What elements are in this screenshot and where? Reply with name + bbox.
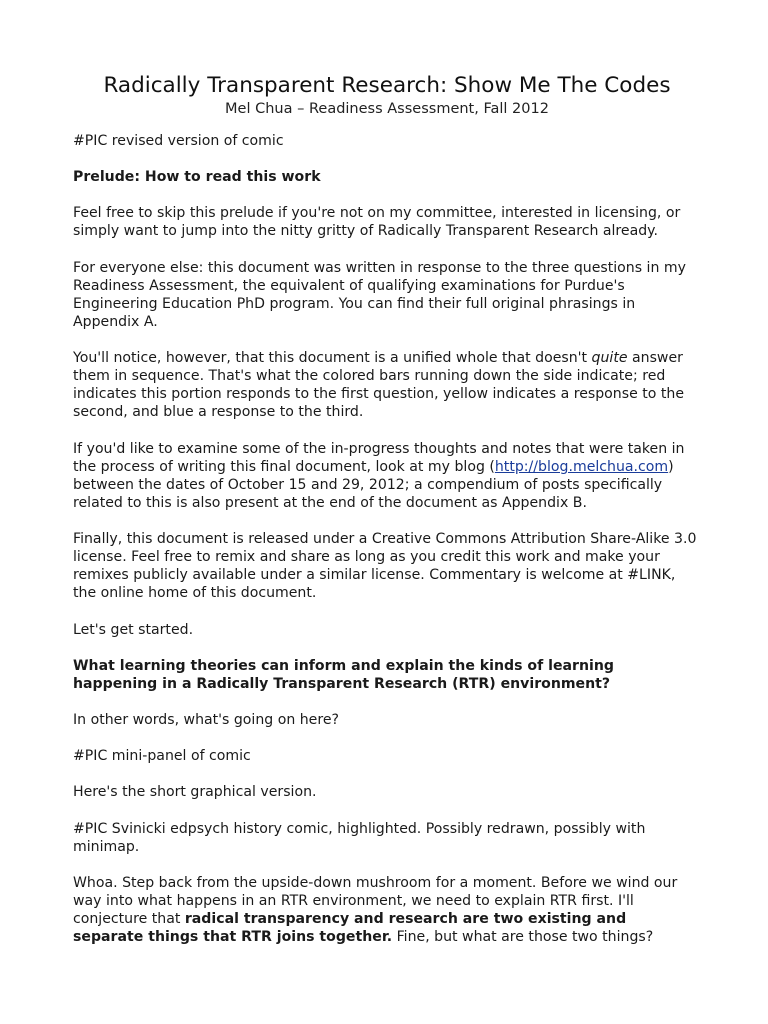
pic-placeholder-mini-panel: #PIC mini-panel of comic	[73, 748, 251, 765]
document-title: Radically Transparent Research: Show Me The Codes	[103, 73, 671, 98]
prelude-heading: Prelude: How to read this work	[73, 169, 321, 186]
paragraph-whoa-bold: radical transparency and research are two existing and separate things that RTR joins together.	[73, 911, 627, 946]
pic-placeholder-svinicki: #PIC Svinicki edpsych history comic, highlighted. Possibly redrawn, possibly with minimap.	[73, 820, 646, 855]
question-heading: What learning theories can inform and explain the kinds of learning happening in a Radically Transparent Research (RTR) environment?	[73, 657, 614, 692]
paragraph-lets-start: Let's get started.	[73, 621, 194, 638]
paragraph-notice-text-1: You'll notice, however, that this document is a unified whole that doesn't	[73, 350, 592, 367]
blog-link[interactable]: http://blog.melchua.com	[494, 458, 669, 475]
paragraph-notice-text-2: answer them in sequence. That's what the colored bars running down the side indicate; red indicates this portion responds to the first question, yellow indicates a response to the second, and blue a response to the third.	[73, 350, 684, 421]
document-page	[73, 72, 701, 964]
paragraph-whoa-text-1: Whoa. Step back from the upside-down mushroom for a moment. Before we wind our way into what happens in an RTR environment, we need to explain RTR first. I'll conjecture that	[73, 874, 678, 928]
paragraph-notice	[73, 349, 701, 421]
paragraph-blog-text-1: If you'd like to examine some of the in-progress thoughts and notes that were taken in the process of writing this final document, look at my blog (	[73, 440, 685, 475]
paragraph-blog-text-2: ) between the dates of October 15 and 29, 2012; a compendium of posts specifically related to this is also present at the end of the document as Appendix B.	[73, 458, 674, 511]
paragraph-everyone-else: For everyone else: this document was written in response to the three questions in my Readiness Assessment, the equivalent of qualifying examinations for Purdue's Engineering Education PhD program. You can find their full original phrasings in Appendix A.	[73, 259, 686, 330]
paragraph-notice-emphasis: quite	[591, 350, 628, 367]
paragraph-other-words: In other words, what's going on here?	[73, 712, 339, 728]
paragraph-whoa-text-2: Fine, but what are those two things?	[392, 929, 654, 946]
paragraph-blog	[73, 440, 701, 512]
paragraph-short-version: Here's the short graphical version.	[73, 784, 317, 801]
paragraph-skip: Feel free to skip this prelude if you're not on my committee, interested in licensing, or simply want to jump into the nitty gritty of Radically Transparent Research already.	[73, 205, 681, 240]
paragraph-license: Finally, this document is released under a Creative Commons Attribution Share-Alike 3.0 license. Feel free to remix and share as long as you credit this work and make your remixes publicly available under a similar license. Commentary is welcome at #LINK, the online home of this document.	[73, 531, 697, 602]
document-subtitle: Mel Chua – Readiness Assessment, Fall 2012	[225, 101, 549, 117]
paragraph-whoa	[73, 874, 701, 946]
pic-placeholder-comic: #PIC revised version of comic	[73, 133, 284, 149]
